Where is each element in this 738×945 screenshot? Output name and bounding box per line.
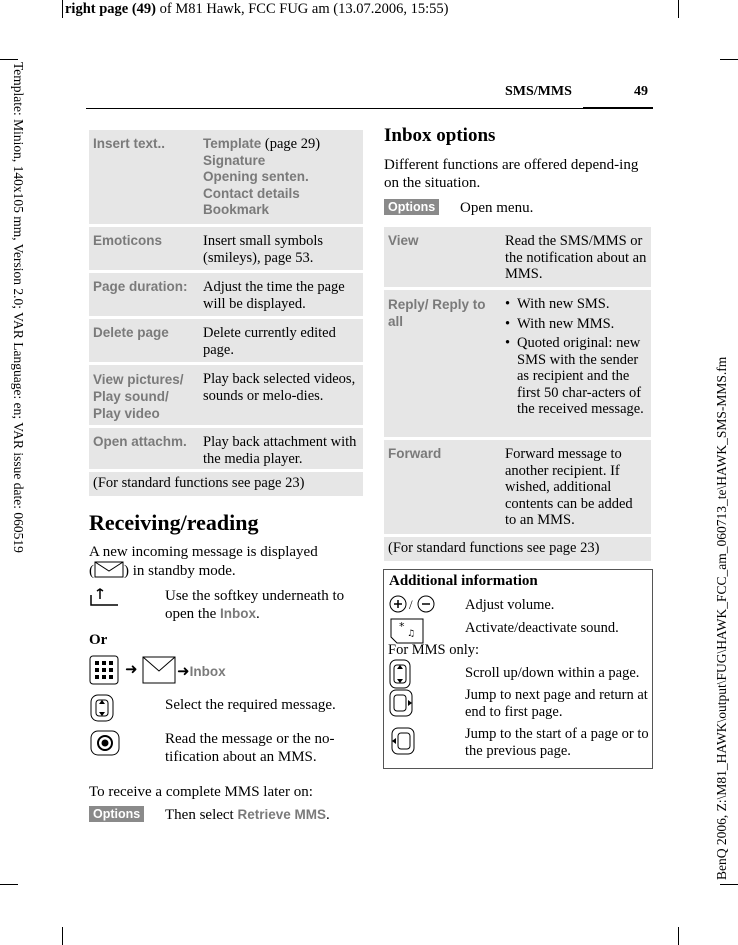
volume-keys-icon bbox=[389, 594, 437, 614]
table-row bbox=[89, 319, 363, 362]
option-value: Play back selected videos, sounds or melo-dies. bbox=[203, 371, 356, 404]
svg-text:*: * bbox=[399, 620, 405, 633]
option-key: Open attachm. bbox=[93, 434, 187, 449]
table-row bbox=[89, 227, 363, 270]
or-label: Or bbox=[89, 632, 108, 648]
left-options-table bbox=[89, 130, 363, 499]
center-key-icon bbox=[89, 729, 121, 757]
nav-up-down-icon bbox=[389, 659, 411, 689]
mms-only-label: For MMS only: bbox=[388, 642, 480, 658]
softkey-icon bbox=[89, 587, 121, 609]
table-footer: (For standard functions see page 23) bbox=[384, 537, 651, 561]
crop-mark bbox=[720, 59, 738, 60]
side-template-info: Template: Minion, 140x105 mm, Version 2.0; VAR Language: en; VAR issue date: 060519 bbox=[11, 62, 26, 553]
option-value bbox=[505, 296, 647, 418]
table-row bbox=[89, 130, 363, 224]
header-rule-thick bbox=[583, 107, 653, 109]
envelope-icon bbox=[142, 656, 176, 684]
paragraph: Open menu. bbox=[460, 200, 534, 216]
crop-mark bbox=[0, 884, 18, 885]
table-row bbox=[89, 428, 363, 469]
navigation-key-icon bbox=[89, 693, 115, 723]
option-key: Delete page bbox=[93, 325, 169, 340]
option-value: Play back attachment with the media player. bbox=[203, 434, 357, 467]
sound-text: Activate/deactivate sound. bbox=[465, 620, 619, 636]
paragraph: Use the softkey underneath to open the Inbox. bbox=[165, 588, 345, 622]
section-title: SMS/MMS bbox=[505, 84, 572, 99]
option-key: View bbox=[388, 233, 419, 248]
paragraph: A new incoming message is displayed bbox=[89, 544, 318, 560]
paragraph: Different functions are offered depend-ing on the situation. bbox=[384, 157, 639, 191]
list-item: • With new SMS. bbox=[517, 296, 647, 313]
crop-mark bbox=[720, 884, 738, 885]
heading-inbox-options: Inbox options bbox=[384, 125, 496, 146]
print-header: right page (49) of M81 Hawk, FCC FUG am (13.07.2006, 15:55) bbox=[65, 1, 449, 17]
list-item: • With new MMS. bbox=[517, 316, 647, 333]
paragraph: Then select Retrieve MMS. bbox=[165, 807, 330, 823]
svg-text:/: / bbox=[409, 597, 413, 612]
inbox-options-table bbox=[384, 227, 651, 564]
crop-mark bbox=[0, 59, 18, 60]
next-text: Jump to next page and return at end to first page. bbox=[465, 687, 648, 720]
additional-info-box bbox=[383, 569, 653, 769]
svg-text:♫: ♫ bbox=[407, 629, 416, 639]
header-rule bbox=[86, 108, 583, 109]
table-row bbox=[89, 273, 363, 316]
volume-text: Adjust volume. bbox=[465, 597, 555, 613]
option-key: Reply/ Reply to all bbox=[388, 297, 486, 329]
option-value: Forward message to another recipient. If wished, additional contents can be added to an MMS. bbox=[505, 446, 633, 528]
crop-mark bbox=[678, 0, 679, 18]
option-value: Template (page 29) Signature Opening senten. Contact details Bookmark bbox=[203, 136, 321, 217]
box-title: Additional information bbox=[389, 573, 538, 589]
paragraph: Read the message or the no-tification about an MMS. bbox=[165, 731, 335, 765]
option-value: Delete currently edited page. bbox=[203, 325, 336, 358]
table-footer: (For standard functions see page 23) bbox=[89, 472, 363, 496]
crop-mark bbox=[678, 927, 679, 945]
table-row bbox=[384, 440, 651, 534]
option-key: Insert text.. bbox=[93, 136, 166, 151]
menu-grid-icon bbox=[89, 655, 119, 685]
paragraph: Select the required message. bbox=[165, 697, 336, 713]
nav-left-icon bbox=[389, 727, 415, 755]
table-row bbox=[384, 290, 651, 437]
menu-path: ➜Inbox bbox=[177, 664, 226, 680]
option-value: Insert small symbols (smileys), page 53. bbox=[203, 233, 324, 266]
arrow-icon: ➜ bbox=[125, 662, 138, 678]
option-value: Read the SMS/MMS or the notification about an MMS. bbox=[505, 233, 647, 282]
paragraph: ( ) in standby mode. bbox=[89, 563, 236, 579]
heading-receiving: Receiving/reading bbox=[89, 510, 259, 535]
crop-mark bbox=[62, 927, 63, 945]
prev-text: Jump to the start of a page or to the previous page. bbox=[465, 726, 649, 759]
page-number: 49 bbox=[634, 84, 648, 99]
option-key: View pictures/ Play sound/ Play video bbox=[93, 372, 184, 421]
list-item: • Quoted original: new SMS with the sender as recipient and the first 50 char-acters of the received message. bbox=[517, 335, 647, 418]
table-row bbox=[89, 365, 363, 425]
options-softkey[interactable]: Options bbox=[384, 199, 439, 215]
crop-mark bbox=[62, 0, 63, 18]
option-value: Adjust the time the page will be displayed. bbox=[203, 279, 345, 312]
nav-right-icon bbox=[389, 689, 415, 717]
options-softkey[interactable]: Options bbox=[89, 806, 144, 822]
option-key: Page duration: bbox=[93, 279, 188, 294]
envelope-icon bbox=[94, 561, 124, 578]
table-row bbox=[384, 227, 651, 287]
option-key: Forward bbox=[388, 446, 442, 461]
paragraph: To receive a complete MMS later on: bbox=[89, 784, 313, 800]
option-key: Emoticons bbox=[93, 233, 163, 248]
star-key-icon bbox=[389, 617, 425, 645]
side-file-path: BenQ 2006, Z:\M81_HAWK\output\FUG\HAWK_FCC_am_060713_te\HAWK_SMS-MMS.fm bbox=[714, 356, 729, 880]
scroll-text: Scroll up/down within a page. bbox=[465, 665, 640, 681]
